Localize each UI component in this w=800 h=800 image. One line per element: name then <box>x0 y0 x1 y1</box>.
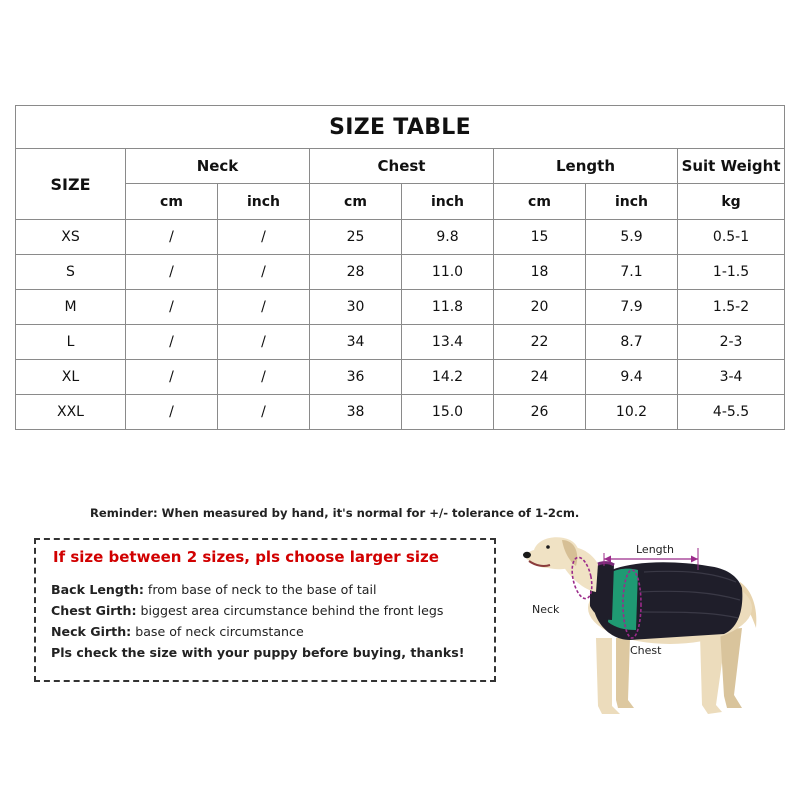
table-cell: 0.5-1 <box>678 220 785 255</box>
table-cell: 25 <box>310 220 402 255</box>
table-cell: 13.4 <box>402 325 494 360</box>
table-row <box>16 325 785 360</box>
unit-header: cm <box>494 184 586 220</box>
table-cell: M <box>16 290 126 325</box>
length-header: Length <box>494 149 678 184</box>
length-label: Length <box>636 543 674 556</box>
table-cell: / <box>218 360 310 395</box>
neck-girth-label: Neck Girth: <box>51 624 132 639</box>
table-cell: 8.7 <box>586 325 678 360</box>
table-row <box>16 395 785 430</box>
table-cell: 11.8 <box>402 290 494 325</box>
table-cell: 5.9 <box>586 220 678 255</box>
table-cell: 9.4 <box>586 360 678 395</box>
unit-header: cm <box>126 184 218 220</box>
back-length-label: Back Length: <box>51 582 144 597</box>
table-cell: / <box>218 290 310 325</box>
table-cell: 26 <box>494 395 586 430</box>
table-cell: / <box>126 290 218 325</box>
table-cell: 2-3 <box>678 325 785 360</box>
table-row <box>16 290 785 325</box>
suit-weight-header: Suit Weight <box>678 149 785 184</box>
chest-girth-tip <box>51 603 443 618</box>
table-cell: 7.1 <box>586 255 678 290</box>
table-cell: 30 <box>310 290 402 325</box>
table-title: SIZE TABLE <box>16 106 785 149</box>
table-row <box>16 220 785 255</box>
size-tips-box <box>34 538 496 682</box>
table-cell: / <box>218 220 310 255</box>
table-row <box>16 255 785 290</box>
table-cell: 3-4 <box>678 360 785 395</box>
neck-label: Neck <box>532 603 560 616</box>
table-cell: / <box>126 220 218 255</box>
dog-measurement-diagram <box>512 530 782 730</box>
table-cell: 10.2 <box>586 395 678 430</box>
chest-girth-label: Chest Girth: <box>51 603 137 618</box>
table-cell: XS <box>16 220 126 255</box>
chest-header: Chest <box>310 149 494 184</box>
unit-header: inch <box>218 184 310 220</box>
table-cell: 7.9 <box>586 290 678 325</box>
table-cell: / <box>126 255 218 290</box>
table-cell: 15.0 <box>402 395 494 430</box>
neck-girth-text: base of neck circumstance <box>131 624 304 639</box>
neck-girth-tip <box>51 624 304 639</box>
chest-girth-text: biggest area circumstance behind the front legs <box>136 603 444 618</box>
unit-header: inch <box>402 184 494 220</box>
table-cell: 34 <box>310 325 402 360</box>
table-cell: 20 <box>494 290 586 325</box>
back-length-text: from base of neck to the base of tail <box>143 582 377 597</box>
table-cell: / <box>218 395 310 430</box>
table-cell: 4-5.5 <box>678 395 785 430</box>
table-cell: / <box>126 325 218 360</box>
table-cell: 1-1.5 <box>678 255 785 290</box>
table-cell: 38 <box>310 395 402 430</box>
table-cell: XXL <box>16 395 126 430</box>
table-cell: / <box>126 360 218 395</box>
table-cell: 14.2 <box>402 360 494 395</box>
back-length-tip <box>51 582 376 597</box>
table-cell: 22 <box>494 325 586 360</box>
size-column-header: SIZE <box>16 149 126 220</box>
table-cell: 9.8 <box>402 220 494 255</box>
table-cell: XL <box>16 360 126 395</box>
unit-header: cm <box>310 184 402 220</box>
length-arrow-right <box>691 556 698 563</box>
chest-label: Chest <box>630 644 662 657</box>
measurement-reminder: Reminder: When measured by hand, it's normal for +/- tolerance of 1-2cm. <box>90 506 580 520</box>
table-cell: 28 <box>310 255 402 290</box>
table-cell: 11.0 <box>402 255 494 290</box>
table-cell: / <box>218 255 310 290</box>
table-cell: 18 <box>494 255 586 290</box>
neck-header: Neck <box>126 149 310 184</box>
check-size-note: Pls check the size with your puppy before buying, thanks! <box>51 645 465 660</box>
table-cell: 1.5-2 <box>678 290 785 325</box>
table-cell: L <box>16 325 126 360</box>
size-table <box>15 105 785 430</box>
unit-header: inch <box>586 184 678 220</box>
table-cell: 24 <box>494 360 586 395</box>
dog-nose <box>523 552 531 558</box>
table-cell: 15 <box>494 220 586 255</box>
table-cell: / <box>126 395 218 430</box>
dog-eye <box>546 545 550 549</box>
table-row <box>16 360 785 395</box>
unit-header: kg <box>678 184 785 220</box>
size-tip-title: If size between 2 sizes, pls choose larger size <box>53 548 439 566</box>
table-cell: S <box>16 255 126 290</box>
dog-back-leg <box>720 628 742 708</box>
table-cell: / <box>218 325 310 360</box>
table-cell: 36 <box>310 360 402 395</box>
